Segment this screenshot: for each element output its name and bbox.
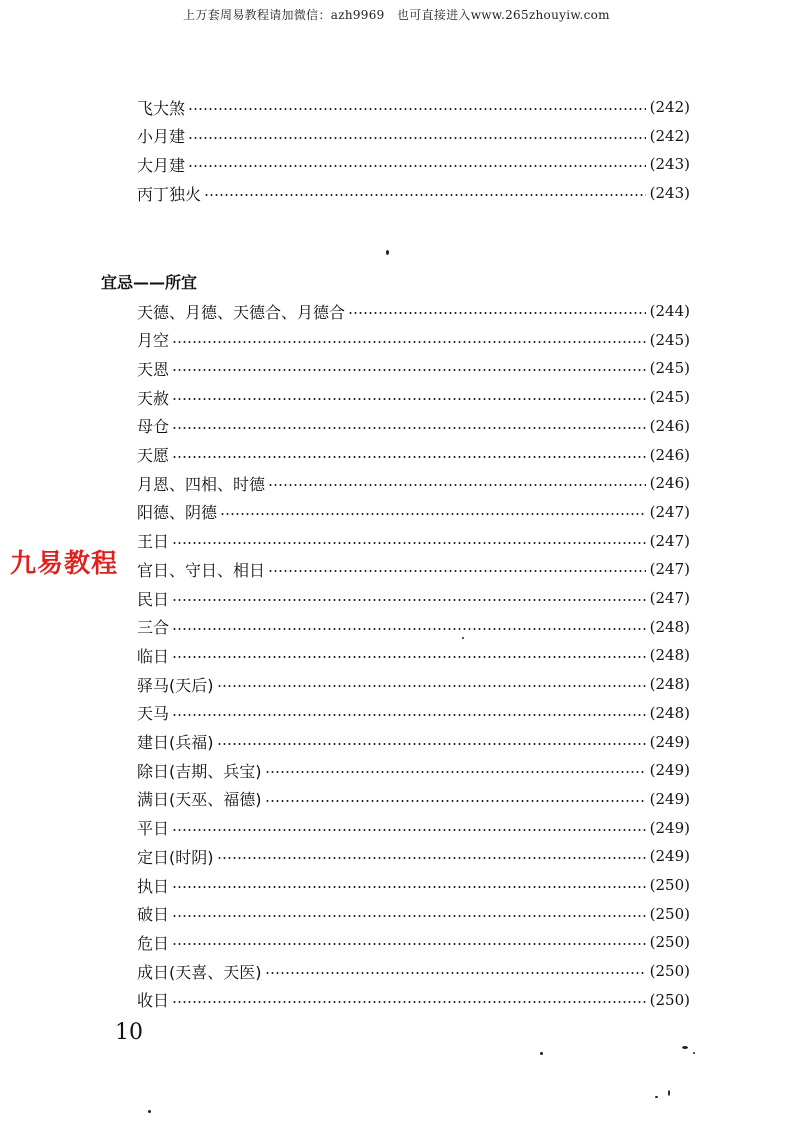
toc-entry-title: 王日 xyxy=(137,532,170,552)
scan-speck xyxy=(682,1046,688,1049)
toc-entry-page: (248) xyxy=(649,617,690,636)
watermark-logo: 九易教程 xyxy=(10,549,119,579)
toc-leader-dots xyxy=(172,455,646,459)
toc-entry-page: (247) xyxy=(649,531,690,550)
toc-leader-dots xyxy=(172,426,646,430)
toc-entry xyxy=(137,151,690,177)
toc-entry xyxy=(137,123,690,149)
scan-speck xyxy=(693,1052,695,1054)
toc-entry-title: 天愿 xyxy=(137,446,170,465)
toc-entry-page: (246) xyxy=(649,416,690,435)
toc-leader-dots xyxy=(265,971,646,975)
toc-entry-title: 建日(兵福) xyxy=(137,733,214,752)
toc-entry xyxy=(137,671,690,697)
toc-entry-page: (243) xyxy=(649,155,690,174)
toc-leader-dots xyxy=(172,397,646,401)
toc-entry-title: 执日 xyxy=(137,876,170,896)
scan-speck xyxy=(386,250,389,255)
toc-leader-dots xyxy=(265,770,646,774)
toc-entry-title: 驿马(天后) xyxy=(137,675,214,695)
toc-entry xyxy=(137,815,690,841)
toc-leader-dots xyxy=(217,684,646,688)
toc-entry-title: 飞大煞 xyxy=(137,98,186,118)
toc-entry-title: 天恩 xyxy=(137,359,170,379)
toc-entry xyxy=(137,94,690,120)
toc-entry-title: 危日 xyxy=(137,933,170,953)
toc-entry-page: (246) xyxy=(649,445,690,464)
toc-entry xyxy=(137,384,690,410)
toc-leader-dots xyxy=(172,340,646,344)
toc-entry-title: 临日 xyxy=(137,646,170,666)
toc-entry-page: (249) xyxy=(649,732,690,751)
toc-entry-title: 成日(天喜、天医) xyxy=(137,962,262,982)
toc-leader-dots xyxy=(172,541,646,545)
toc-leader-dots xyxy=(268,483,646,487)
toc-entry xyxy=(137,642,690,668)
toc-leader-dots xyxy=(217,856,646,860)
toc-entry-page: (245) xyxy=(649,388,690,407)
toc-leader-dots xyxy=(220,512,646,516)
toc-entry xyxy=(137,929,690,955)
toc-leader-dots xyxy=(172,368,646,372)
section-heading: 宜忌——所宜 xyxy=(101,273,198,292)
toc-leader-dots xyxy=(172,942,646,946)
toc-entry-page: (250) xyxy=(649,962,690,981)
toc-entry-page: (245) xyxy=(649,359,690,378)
toc-entry-title: 除日(吉期、兵宝) xyxy=(137,761,262,781)
toc-entry-title: 满日(天巫、福德) xyxy=(137,790,262,810)
toc-leader-dots xyxy=(204,193,646,197)
toc-entry-title: 三合 xyxy=(137,618,170,638)
toc-entry-title: 民日 xyxy=(137,589,170,609)
toc-entry-page: (244) xyxy=(649,302,690,320)
scan-speck xyxy=(462,637,464,639)
toc-entry-title: 官日、守日、相日 xyxy=(137,560,266,580)
toc-entry-page: (250) xyxy=(649,876,690,894)
toc-entry xyxy=(137,786,690,812)
toc-entry-page: (250) xyxy=(649,904,690,923)
toc-leader-dots xyxy=(172,713,646,717)
toc-entry-page: (247) xyxy=(649,589,690,607)
toc-leader-dots xyxy=(172,914,646,918)
toc-entry-title: 月恩、四相、时德 xyxy=(137,474,266,494)
toc-leader-dots xyxy=(188,107,646,111)
toc-entry xyxy=(137,528,690,554)
toc-entry-page: (247) xyxy=(649,560,690,579)
toc-entry xyxy=(137,499,690,525)
toc-entry-title: 天德、月德、天德合、月德合 xyxy=(137,302,346,322)
toc-entry-title: 母仓 xyxy=(137,417,170,437)
toc-entry xyxy=(137,700,690,726)
toc-leader-dots xyxy=(188,136,646,140)
toc-entry-page: (248) xyxy=(649,703,690,722)
toc-entry xyxy=(137,958,690,984)
toc-leader-dots xyxy=(172,1000,646,1004)
toc-entry-title: 平日 xyxy=(137,819,170,839)
scan-speck xyxy=(668,1090,670,1096)
scan-speck xyxy=(148,1110,151,1113)
toc-entry-title: 天马 xyxy=(137,704,170,724)
toc-entry-title: 破日 xyxy=(137,905,170,925)
toc-leader-dots xyxy=(348,311,646,315)
toc-entry xyxy=(137,757,690,783)
toc-entry-page: (246) xyxy=(649,474,690,493)
toc-entry xyxy=(137,987,690,1013)
toc-entry-title: 月空 xyxy=(137,331,170,351)
toc-leader-dots xyxy=(172,655,646,659)
toc-leader-dots xyxy=(217,742,646,746)
toc-leader-dots xyxy=(188,164,646,168)
toc-entry-page: (250) xyxy=(649,933,690,952)
toc-leader-dots xyxy=(172,885,646,889)
toc-entry-page: (248) xyxy=(649,646,690,665)
toc-entry xyxy=(137,843,690,869)
toc-entry-page: (249) xyxy=(649,789,690,808)
toc-entry-page: (249) xyxy=(649,761,690,780)
toc-entry xyxy=(137,470,690,496)
toc-entry-page: (248) xyxy=(649,675,690,694)
toc-leader-dots xyxy=(172,627,646,631)
toc-leader-dots xyxy=(265,799,646,803)
toc-entry-title: 收日 xyxy=(137,991,170,1011)
toc-entry-page: (247) xyxy=(649,502,690,521)
toc-entry xyxy=(137,355,690,381)
toc-entry xyxy=(137,180,690,206)
toc-entry-page: (249) xyxy=(649,847,690,866)
toc-entry xyxy=(137,327,690,353)
scan-speck xyxy=(655,1096,658,1098)
scan-speck xyxy=(540,1052,543,1055)
toc-leader-dots xyxy=(172,828,646,832)
toc-entry-page: (250) xyxy=(649,990,690,1009)
toc-entry xyxy=(137,585,690,611)
toc-entry-title: 定日(时阴) xyxy=(137,847,214,867)
toc-leader-dots xyxy=(172,598,646,602)
toc-entry-title: 丙丁独火 xyxy=(137,184,202,204)
toc-entry-page: (245) xyxy=(649,330,690,349)
page-number: 10 xyxy=(115,1020,143,1045)
toc-leader-dots xyxy=(268,569,646,573)
toc-entry xyxy=(137,298,690,324)
toc-entry xyxy=(137,442,690,468)
header-promo-text: 上万套周易教程请加微信：azh9969 也可直接进入www.265zhouyiw.com xyxy=(183,8,610,22)
toc-entry-page: (242) xyxy=(649,126,690,145)
toc-entry-title: 阳德、阴德 xyxy=(137,503,218,523)
toc-entry xyxy=(137,614,690,640)
toc-entry xyxy=(137,556,690,582)
toc-entry-page: (242) xyxy=(649,98,690,116)
toc-entry xyxy=(137,413,690,439)
toc-entry-page: (249) xyxy=(649,818,690,837)
toc-entry-title: 大月建 xyxy=(137,155,186,175)
toc-entry-title: 小月建 xyxy=(137,127,186,147)
toc-entry-page: (243) xyxy=(649,184,690,203)
toc-entry xyxy=(137,901,690,927)
toc-entry xyxy=(137,872,690,898)
toc-entry xyxy=(137,729,690,755)
toc-entry-title: 天赦 xyxy=(137,388,170,408)
